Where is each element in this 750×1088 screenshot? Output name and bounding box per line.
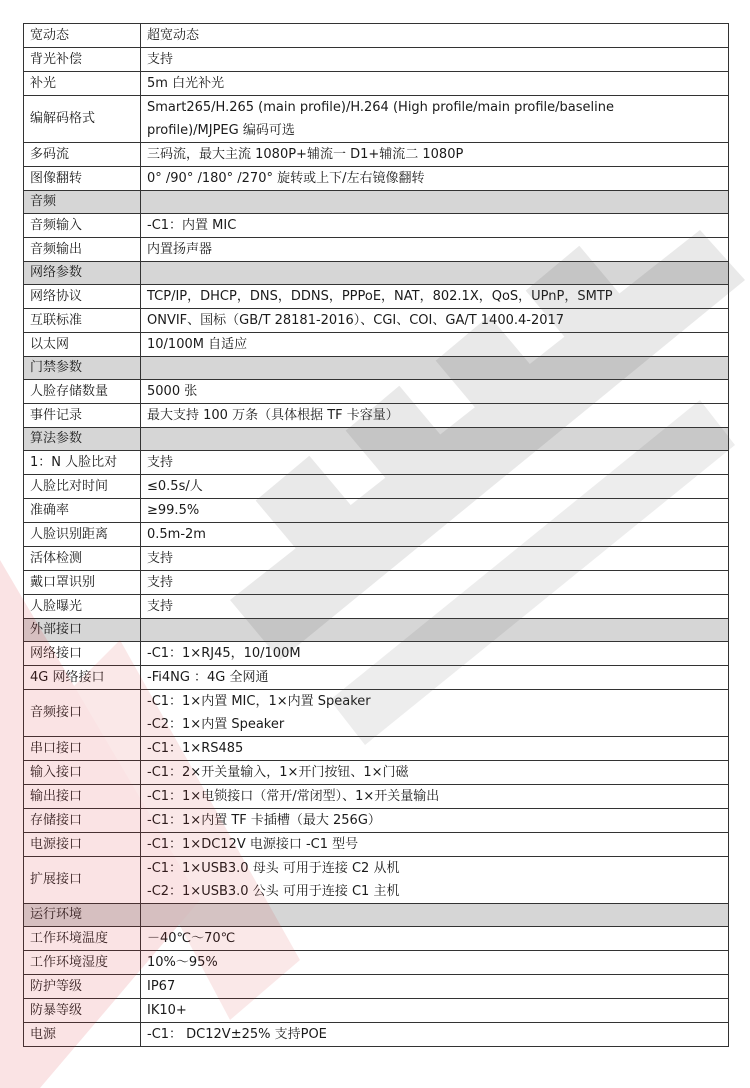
spec-value <box>141 927 729 951</box>
spec-value-line: 0° /90° /180° /270° 旋转或上下/左右镜像翻转 <box>147 171 425 186</box>
spec-label: 准确率 <box>24 499 141 523</box>
spec-row <box>24 475 729 499</box>
spec-label: 输出接口 <box>24 785 141 809</box>
spec-label: 扩展接口 <box>24 857 141 904</box>
spec-value-line: -C1：1×RJ45，10/100M <box>147 646 301 661</box>
spec-row <box>24 404 729 428</box>
spec-row <box>24 167 729 191</box>
spec-row <box>24 761 729 785</box>
section-title: 外部接口 <box>24 619 141 642</box>
spec-row <box>24 499 729 523</box>
spec-value <box>141 48 729 72</box>
spec-row <box>24 595 729 619</box>
spec-value <box>141 72 729 96</box>
spec-label: 音频输出 <box>24 238 141 262</box>
spec-value <box>141 309 729 333</box>
spec-value-line: －40℃～70℃ <box>147 931 236 946</box>
spec-value <box>141 761 729 785</box>
spec-row <box>24 547 729 571</box>
spec-value-line: 0.5m-2m <box>147 527 206 542</box>
section-header-row <box>24 428 729 451</box>
spec-label: 编解码格式 <box>24 96 141 143</box>
section-title: 网络参数 <box>24 262 141 285</box>
spec-label: 人脸曝光 <box>24 595 141 619</box>
spec-value <box>141 951 729 975</box>
spec-row <box>24 785 729 809</box>
spec-value-line: IP67 <box>147 979 176 994</box>
spec-value <box>141 333 729 357</box>
spec-value-line: 最大支持 100 万条（具体根据 TF 卡容量） <box>147 408 399 423</box>
spec-value-line: 支持 <box>147 455 174 470</box>
spec-value <box>141 690 729 737</box>
spec-value-line: -C2：1×内置 Speaker <box>147 717 285 732</box>
spec-value-line: TCP/IP，DHCP，DNS，DDNS，PPPoE，NAT，802.1X，QoS，UPnP，SMTP <box>147 289 613 304</box>
spec-value <box>141 380 729 404</box>
spec-row <box>24 857 729 904</box>
spec-label: 1：N 人脸比对 <box>24 451 141 475</box>
spec-table <box>23 23 729 1047</box>
spec-row <box>24 143 729 167</box>
spec-value-line: -C1：1×电锁接口（常开/常闭型）、1×开关量输出 <box>147 789 440 804</box>
spec-value-line: Smart265/H.265 (main profile)/H.264 (High profile/main profile/baseline <box>147 100 614 115</box>
spec-value-line: 支持 <box>147 599 174 614</box>
spec-value <box>141 1023 729 1047</box>
spec-row <box>24 927 729 951</box>
spec-value-line: -C1：1×USB3.0 母头 可用于连接 C2 从机 <box>147 861 400 876</box>
spec-value-line: 支持 <box>147 575 174 590</box>
spec-row <box>24 951 729 975</box>
spec-value <box>141 785 729 809</box>
spec-label: 网络协议 <box>24 285 141 309</box>
spec-row <box>24 333 729 357</box>
spec-row <box>24 24 729 48</box>
spec-value <box>141 143 729 167</box>
spec-value <box>141 571 729 595</box>
spec-value <box>141 499 729 523</box>
spec-label: 背光补偿 <box>24 48 141 72</box>
section-blank-cell <box>141 357 729 380</box>
spec-value <box>141 285 729 309</box>
spec-value <box>141 833 729 857</box>
spec-label: 宽动态 <box>24 24 141 48</box>
spec-value-line: -C1：1×内置 TF 卡插槽（最大 256G） <box>147 813 381 828</box>
spec-value-line: -C1：2×开关量输入，1×开门按钮、1×门磁 <box>147 765 409 780</box>
spec-row <box>24 666 729 690</box>
spec-value-line: -C1： DC12V±25% 支持POE <box>147 1027 327 1042</box>
spec-value-line: -C2：1×USB3.0 公头 可用于连接 C1 主机 <box>147 884 400 899</box>
spec-row <box>24 96 729 143</box>
spec-value-line: 支持 <box>147 551 174 566</box>
spec-value-line: 5m 白光补光 <box>147 76 225 91</box>
spec-label: 音频接口 <box>24 690 141 737</box>
spec-label: 人脸比对时间 <box>24 475 141 499</box>
spec-label: 互联标准 <box>24 309 141 333</box>
spec-value-line: profile)/MJPEG 编码可选 <box>147 123 295 138</box>
spec-label: 以太网 <box>24 333 141 357</box>
spec-label: 人脸识别距离 <box>24 523 141 547</box>
spec-value-line: 5000 张 <box>147 384 198 399</box>
spec-value-line: 10/100M 自适应 <box>147 337 248 352</box>
spec-value <box>141 404 729 428</box>
spec-value-line: -C1：1×RS485 <box>147 741 244 756</box>
spec-row <box>24 48 729 72</box>
spec-label: 防护等级 <box>24 975 141 999</box>
spec-label: 补光 <box>24 72 141 96</box>
spec-table-body <box>24 24 729 1047</box>
section-header-row <box>24 262 729 285</box>
spec-label: 电源 <box>24 1023 141 1047</box>
spec-value <box>141 975 729 999</box>
section-header-row <box>24 357 729 380</box>
section-header-row <box>24 191 729 214</box>
spec-row <box>24 999 729 1023</box>
spec-row <box>24 380 729 404</box>
spec-value-line: 超宽动态 <box>147 28 200 43</box>
spec-label: 戴口罩识别 <box>24 571 141 595</box>
spec-value <box>141 595 729 619</box>
spec-label: 工作环境湿度 <box>24 951 141 975</box>
spec-value-line: 内置扬声器 <box>147 242 213 257</box>
spec-value <box>141 451 729 475</box>
spec-row <box>24 72 729 96</box>
spec-value-line: ONVIF、国标（GB/T 28181-2016）、CGI、COI、GA/T 1400.4-2017 <box>147 313 565 328</box>
spec-value-line: 10%～95% <box>147 955 218 970</box>
section-blank-cell <box>141 428 729 451</box>
spec-label: 输入接口 <box>24 761 141 785</box>
spec-value <box>141 475 729 499</box>
spec-row <box>24 1023 729 1047</box>
spec-row <box>24 975 729 999</box>
section-blank-cell <box>141 904 729 927</box>
spec-row <box>24 642 729 666</box>
spec-row <box>24 523 729 547</box>
section-title: 门禁参数 <box>24 357 141 380</box>
spec-value-line: -C1：内置 MIC <box>147 218 237 233</box>
spec-value <box>141 642 729 666</box>
spec-label: 音频输入 <box>24 214 141 238</box>
spec-row <box>24 690 729 737</box>
spec-value-line: 支持 <box>147 52 174 67</box>
spec-value <box>141 96 729 143</box>
spec-label: 图像翻转 <box>24 167 141 191</box>
spec-label: 防暴等级 <box>24 999 141 1023</box>
spec-value-line: ≤0.5s/人 <box>147 479 203 494</box>
spec-value-line: -Fi4NG ：4G 全网通 <box>147 670 269 685</box>
section-header-row <box>24 904 729 927</box>
spec-label: 网络接口 <box>24 642 141 666</box>
spec-value-line: -C1：1×DC12V 电源接口 -C1 型号 <box>147 837 359 852</box>
spec-value <box>141 238 729 262</box>
spec-value <box>141 809 729 833</box>
spec-row <box>24 309 729 333</box>
spec-value <box>141 737 729 761</box>
spec-label: 活体检测 <box>24 547 141 571</box>
spec-value <box>141 523 729 547</box>
spec-value-line: 三码流，最大主流 1080P+辅流一 D1+辅流二 1080P <box>147 147 464 162</box>
spec-value <box>141 547 729 571</box>
spec-row <box>24 285 729 309</box>
spec-row <box>24 571 729 595</box>
spec-label: 串口接口 <box>24 737 141 761</box>
spec-value-line: IK10+ <box>147 1003 187 1018</box>
section-blank-cell <box>141 262 729 285</box>
spec-row <box>24 214 729 238</box>
section-header-row <box>24 619 729 642</box>
spec-label: 4G 网络接口 <box>24 666 141 690</box>
spec-value <box>141 857 729 904</box>
spec-label: 多码流 <box>24 143 141 167</box>
spec-label: 人脸存储数量 <box>24 380 141 404</box>
spec-label: 工作环境温度 <box>24 927 141 951</box>
section-title: 运行环境 <box>24 904 141 927</box>
spec-value-line: ≥99.5% <box>147 503 200 518</box>
spec-row <box>24 737 729 761</box>
section-blank-cell <box>141 191 729 214</box>
section-title: 音频 <box>24 191 141 214</box>
spec-value <box>141 24 729 48</box>
section-title: 算法参数 <box>24 428 141 451</box>
spec-label: 电源接口 <box>24 833 141 857</box>
spec-value <box>141 167 729 191</box>
spec-row <box>24 809 729 833</box>
spec-label: 事件记录 <box>24 404 141 428</box>
section-blank-cell <box>141 619 729 642</box>
spec-value <box>141 214 729 238</box>
spec-label: 存储接口 <box>24 809 141 833</box>
spec-value-line: -C1：1×内置 MIC，1×内置 Speaker <box>147 694 371 709</box>
spec-value <box>141 999 729 1023</box>
spec-row <box>24 238 729 262</box>
spec-row <box>24 451 729 475</box>
spec-row <box>24 833 729 857</box>
spec-value <box>141 666 729 690</box>
